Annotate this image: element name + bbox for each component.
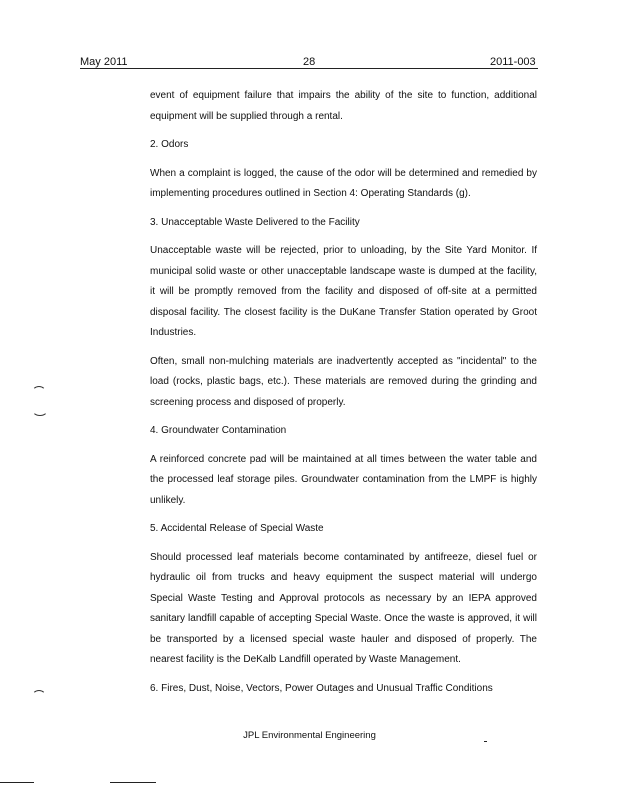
scan-line — [0, 782, 34, 783]
header-date: May 2011 — [80, 56, 128, 68]
paragraph-special-waste: Should processed leaf materials become contaminated by antifreeze, diesel fuel or hydraulic oil from trucks and heavy equipment the suspect material will undergo Special Waste Testing and Approval protocols as necessary by an IEPA approved sanitary landfill capable of accepting Special Waste. Once the waste is approved, it will be transported by a licensed special waste hauler and disposed of properly. The nearest facility is the DeKalb Landfill operated by Waste Management. — [150, 551, 537, 665]
page-number: 28 — [303, 56, 316, 68]
header-rule — [80, 68, 538, 69]
section-heading-unacceptable-waste: 3. Unacceptable Waste Delivered to the Facility — [150, 216, 360, 228]
section-heading-groundwater: 4. Groundwater Contamination — [150, 425, 287, 436]
paragraph-incidental-materials: Often, small non-mulching materials are inadvertently accepted as "incidental" to the load (rocks, plastic bags, etc.). These materials are removed during the grinding and screening process and disposed of properly. — [150, 355, 537, 408]
paragraph-odors: When a complaint is logged, the cause of the odor will be determined and remedied by implementing procedures outlined in Section 4: Operating Standards (g). — [150, 167, 537, 199]
scan-line — [110, 782, 156, 783]
document-number: 2011-003 — [490, 56, 536, 68]
section-heading-odors: 2. Odors — [150, 139, 189, 150]
paragraph-equipment: event of equipment failure that impairs the ability of the site to function, additional equipment will be supplied through a rental. — [150, 90, 537, 122]
scan-mark — [32, 386, 46, 398]
section-heading-special-waste: 5. Accidental Release of Special Waste — [150, 523, 324, 534]
paragraph-groundwater: A reinforced concrete pad will be maintained at all times between the water table and the processed leaf storage piles. Groundwater contamination from the LMPF is highly unlikely. — [150, 453, 537, 506]
page-body — [150, 86, 537, 699]
scan-dot — [484, 741, 487, 742]
paragraph-unacceptable-waste: Unacceptable waste will be rejected, prior to unloading, by the Site Yard Monitor. If municipal solid waste or other unacceptable landscape waste is dumped at the facility, it will be promptly removed from the facility and disposed of off-site at a permitted disposal facility. The closest facility is the DuKane Transfer Station operated by Groot Industries. — [150, 245, 537, 338]
section-heading-fires: 6. Fires, Dust, Noise, Vectors, Power Outages and Unusual Traffic Conditions — [150, 682, 493, 694]
scan-mark — [32, 690, 46, 702]
page-footer: JPL Environmental Engineering — [243, 730, 376, 741]
scan-mark — [32, 404, 48, 416]
